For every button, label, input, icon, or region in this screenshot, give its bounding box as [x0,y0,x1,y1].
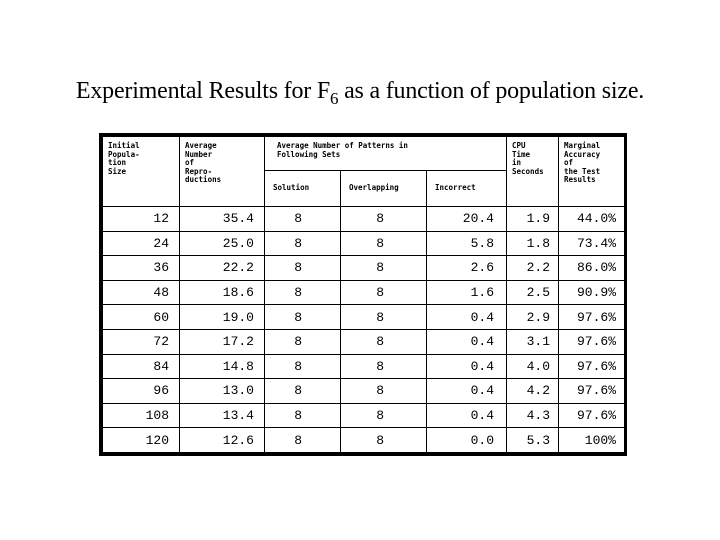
table-row [103,329,625,354]
cell-cpu-time: 2.2 [507,256,559,281]
cell-incorrect: 5.8 [427,231,507,256]
header-row-top [103,137,625,171]
cell-overlapping: 8 [341,403,427,428]
cell-cpu-time: 4.2 [507,379,559,404]
results-table-frame [99,133,627,456]
cell-accuracy: 90.9% [559,280,625,305]
cell-overlapping: 8 [341,256,427,281]
cell-reproductions: 19.0 [180,305,265,330]
title-text-rest: as a function of population size. [338,78,645,104]
cell-cpu-time: 3.1 [507,329,559,354]
cell-cpu-time: 2.5 [507,280,559,305]
cell-accuracy: 73.4% [559,231,625,256]
header-solution: Solution [265,171,341,207]
cell-accuracy: 97.6% [559,354,625,379]
cell-solution: 8 [265,231,341,256]
cell-solution: 8 [265,280,341,305]
cell-overlapping: 8 [341,329,427,354]
cell-reproductions: 12.6 [180,428,265,453]
cell-reproductions: 22.2 [180,256,265,281]
cell-cpu-time: 1.8 [507,231,559,256]
cell-reproductions: 13.4 [180,403,265,428]
cell-solution: 8 [265,403,341,428]
header-marginal-accuracy: Marginal Accuracy of the Test Results [559,137,625,207]
table-row [103,231,625,256]
cell-size: 24 [103,231,180,256]
cell-size: 120 [103,428,180,453]
table-row [103,280,625,305]
cell-solution: 8 [265,379,341,404]
cell-cpu-time: 1.9 [507,207,559,232]
table-row [103,354,625,379]
cell-cpu-time: 2.9 [507,305,559,330]
cell-accuracy: 97.6% [559,403,625,428]
table-row [103,256,625,281]
cell-cpu-time: 4.0 [507,354,559,379]
header-cpu-time: CPU Time in Seconds [507,137,559,207]
cell-accuracy: 97.6% [559,305,625,330]
cell-cpu-time: 5.3 [507,428,559,453]
table-row [103,403,625,428]
cell-solution: 8 [265,329,341,354]
cell-reproductions: 13.0 [180,379,265,404]
cell-incorrect: 1.6 [427,280,507,305]
table-row [103,428,625,453]
cell-solution: 8 [265,428,341,453]
header-incorrect: Incorrect [427,171,507,207]
cell-overlapping: 8 [341,280,427,305]
cell-size: 48 [103,280,180,305]
cell-overlapping: 8 [341,305,427,330]
cell-solution: 8 [265,305,341,330]
title-subscript: 6 [329,89,339,108]
table-row [103,207,625,232]
cell-solution: 8 [265,354,341,379]
cell-size: 108 [103,403,180,428]
cell-incorrect: 0.0 [427,428,507,453]
table-row [103,305,625,330]
results-table [102,136,625,453]
cell-size: 96 [103,379,180,404]
cell-incorrect: 0.4 [427,305,507,330]
cell-incorrect: 0.4 [427,354,507,379]
cell-reproductions: 18.6 [180,280,265,305]
cell-size: 72 [103,329,180,354]
cell-accuracy: 86.0% [559,256,625,281]
cell-reproductions: 35.4 [180,207,265,232]
cell-incorrect: 0.4 [427,379,507,404]
cell-reproductions: 17.2 [180,329,265,354]
header-overlapping: Overlapping [341,171,427,207]
cell-overlapping: 8 [341,428,427,453]
cell-cpu-time: 4.3 [507,403,559,428]
cell-overlapping: 8 [341,354,427,379]
title-text: Experimental Results for F [75,78,330,104]
cell-overlapping: 8 [341,231,427,256]
cell-accuracy: 44.0% [559,207,625,232]
table-row [103,379,625,404]
cell-size: 36 [103,256,180,281]
cell-accuracy: 100% [559,428,625,453]
cell-size: 84 [103,354,180,379]
cell-size: 12 [103,207,180,232]
header-initial-population-size: Initial Popula- tion Size [103,137,180,207]
table-body [103,207,625,453]
slide-title [0,78,720,109]
cell-incorrect: 2.6 [427,256,507,281]
cell-incorrect: 0.4 [427,329,507,354]
cell-overlapping: 8 [341,207,427,232]
cell-accuracy: 97.6% [559,379,625,404]
header-average-reproductions: Average Number of Repro- ductions [180,137,265,207]
cell-incorrect: 20.4 [427,207,507,232]
cell-size: 60 [103,305,180,330]
cell-solution: 8 [265,256,341,281]
cell-accuracy: 97.6% [559,329,625,354]
header-patterns-group: Average Number of Patterns in Following Sets [265,137,507,171]
cell-reproductions: 14.8 [180,354,265,379]
cell-solution: 8 [265,207,341,232]
cell-overlapping: 8 [341,379,427,404]
cell-reproductions: 25.0 [180,231,265,256]
cell-incorrect: 0.4 [427,403,507,428]
